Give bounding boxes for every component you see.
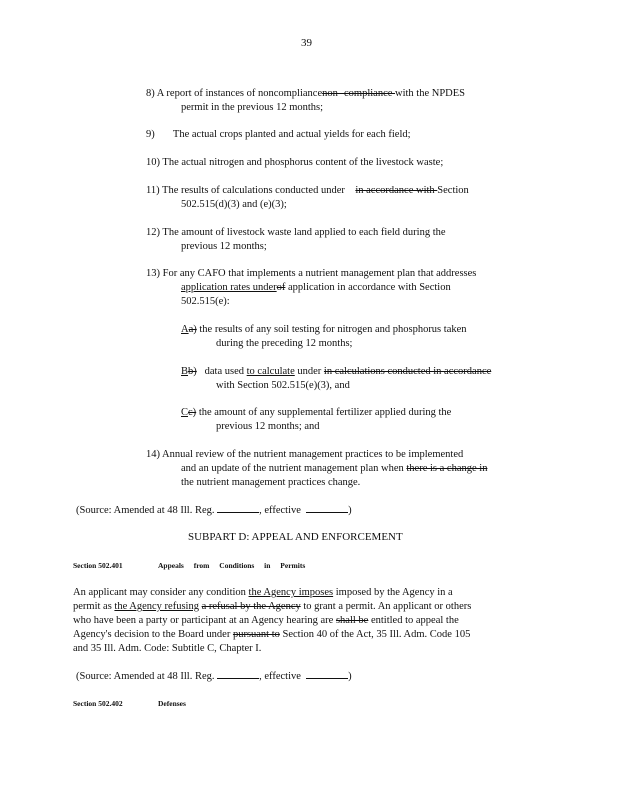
item-13a-insertion: A: [181, 324, 189, 335]
item-13c-insertion: C: [181, 407, 189, 418]
item-13b-deletion-2: in calculations conducted in accordance: [323, 366, 492, 377]
para-401-line-3: [73, 615, 459, 627]
source-note-1-text: (Source: Amended at 48 Ill. Reg.: [76, 505, 215, 516]
item-13-line-3: 502.515(e):: [181, 296, 230, 307]
source-note-1: [76, 503, 352, 517]
source-note-1-effective: , effective: [259, 505, 301, 516]
section-402-number: Section 502.402: [73, 699, 123, 708]
para-401-text-2-end: to grant a permit. An applicant or others: [300, 601, 472, 612]
para-401-insertion-2: the Agency refusing: [114, 601, 199, 612]
item-14-deletion: there is a change in: [406, 463, 488, 474]
effective-date-blank-2: [306, 669, 348, 679]
source-note-2-close: ): [348, 671, 352, 682]
para-401-text-2: permit as: [73, 601, 115, 612]
item-13a-deletion: a): [188, 324, 197, 335]
item-12-line-2: previous 12 months;: [181, 241, 267, 252]
item-13c-line-2: previous 12 months; and: [216, 421, 320, 432]
section-401-number: Section 502.401: [73, 561, 123, 570]
item-13-text: application in accordance with Section: [288, 282, 451, 293]
item-13b-insertion: B: [181, 366, 189, 377]
para-401-line-4: [73, 629, 470, 641]
section-401-title: Appeals from Conditions in Permits: [158, 561, 306, 570]
para-401-text-3: who have been a party or participant at an Agency hearing are: [73, 615, 336, 626]
effective-date-blank: [306, 503, 348, 513]
item-14-line-3: the nutrient management practices change.: [181, 477, 361, 488]
item-11-text-end: Section: [437, 185, 469, 196]
reg-blank: [217, 503, 259, 513]
para-401-line-5: and 35 Ill. Adm. Code: Subtitle C, Chapter I.: [73, 643, 262, 654]
item-13-deletion: of: [276, 282, 286, 293]
item-11-deletion: in accordance with: [355, 185, 438, 196]
item-11-line-1: [146, 185, 469, 197]
para-401-deletion-2: a refusal by the Agency: [201, 601, 301, 612]
page-number: 39: [301, 37, 312, 49]
item-13b-text-2: under: [294, 366, 324, 377]
item-13-line-2: [181, 282, 451, 294]
source-note-1-close: ): [348, 505, 352, 516]
para-401-deletion-3: shall be: [335, 615, 369, 626]
item-13-line-1: 13) For any CAFO that implements a nutrient management plan that addresses: [146, 268, 477, 279]
item-8-line-1: [146, 88, 465, 100]
item-13b-line-2: with Section 502.515(e)(3), and: [216, 380, 350, 391]
item-13a-text: the results of any soil testing for nitrogen and phosphorus taken: [199, 324, 467, 335]
para-401-line-1: [73, 587, 453, 599]
item-13b-deletion: b): [188, 366, 197, 377]
item-13-insertion: application rates under: [181, 282, 277, 293]
para-401-text-4: Agency's decision to the Board under: [73, 629, 233, 640]
item-8-line-2: permit in the previous 12 months;: [181, 102, 324, 113]
para-401-line-2: [73, 601, 471, 613]
item-14-line-2: [181, 463, 487, 475]
item-13b-insertion-2: to calculate: [246, 366, 295, 377]
item-14-text: and an update of the nutrient management plan when: [181, 463, 407, 474]
item-13c-line-1: [181, 407, 451, 419]
item-13c-text: the amount of any supplemental fertilizer applied during the: [198, 407, 452, 418]
para-401-text-4-end: Section 40 of the Act, 35 Ill. Adm. Code 105: [279, 629, 471, 640]
item-11-line-2: 502.515(d)(3) and (e)(3);: [181, 199, 287, 210]
source-note-2-effective: , effective: [259, 671, 301, 682]
para-401-insertion: the Agency imposes: [248, 587, 334, 598]
item-13b-line-1: [181, 366, 491, 378]
item-13a-line-2: during the preceding 12 months;: [216, 338, 353, 349]
item-8-deletion: non- compliance: [322, 88, 396, 99]
item-13b-text: data used: [204, 366, 247, 377]
subpart-heading: SUBPART D: APPEAL AND ENFORCEMENT: [188, 531, 403, 543]
source-note-2: [76, 669, 352, 683]
item-9: 9) The actual crops planted and actual yields for each field;: [146, 129, 411, 140]
item-8-text-end: with the NPDES: [395, 88, 466, 99]
item-8-text: 8) A report of instances of noncompliance: [146, 88, 323, 99]
para-401-text: An applicant may consider any condition: [73, 587, 249, 598]
item-11-text: 11) The results of calculations conducted under: [146, 185, 345, 196]
item-12-line-1: 12) The amount of livestock waste land applied to each field during the: [146, 227, 446, 238]
reg-blank-2: [217, 669, 259, 679]
para-401-text-3-end: entitled to appeal the: [368, 615, 459, 626]
item-13c-deletion: c): [188, 407, 197, 418]
item-10: 10) The actual nitrogen and phosphorus content of the livestock waste;: [146, 157, 444, 168]
item-14-line-1: 14) Annual review of the nutrient management practices to be implemented: [146, 449, 464, 460]
para-401-deletion-4: pursuant to: [232, 629, 280, 640]
source-note-2-text: (Source: Amended at 48 Ill. Reg.: [76, 671, 215, 682]
item-13a-line-1: [181, 324, 467, 336]
section-402-title: Defenses: [158, 699, 186, 708]
para-401-text-end: imposed by the Agency in a: [333, 587, 453, 598]
